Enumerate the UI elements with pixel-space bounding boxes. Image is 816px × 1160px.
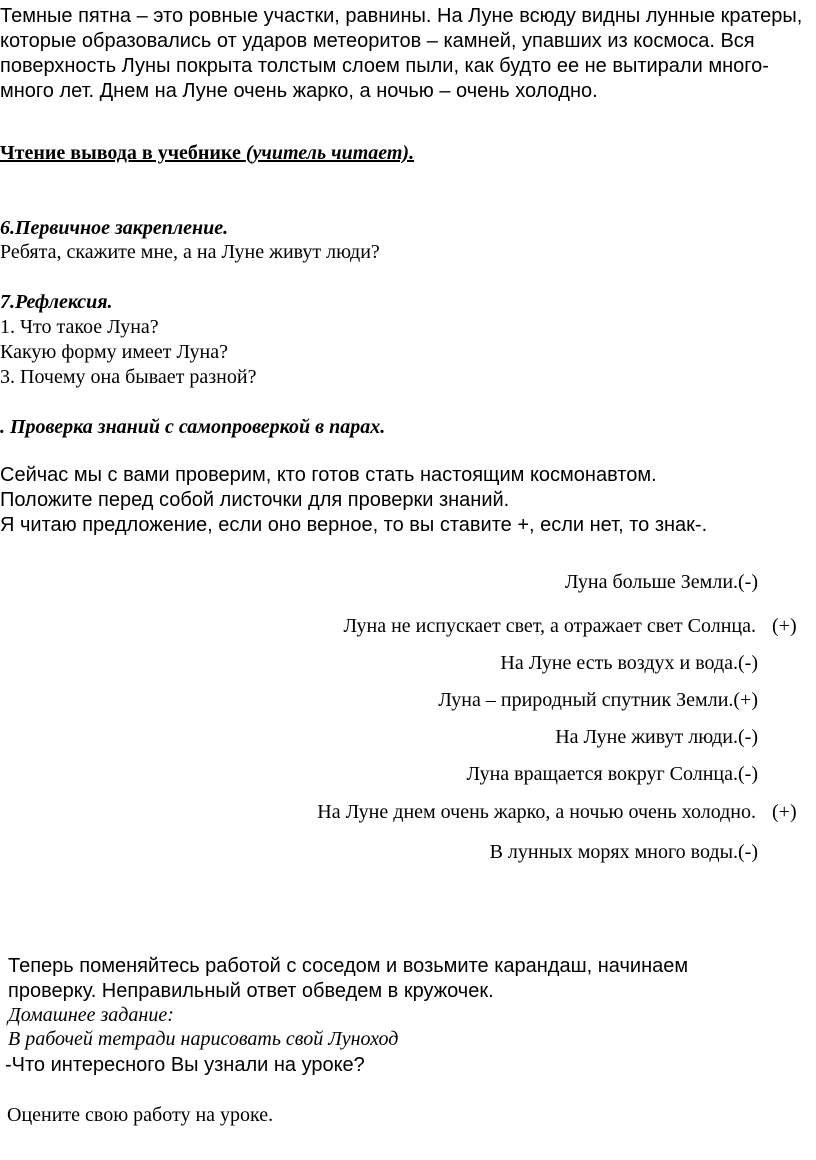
check-line-2: Положите перед собой листочки для проверки знаний. (0, 489, 510, 511)
swap-line-2: проверку. Неправильный ответ обведем в кружочек. (8, 980, 494, 1002)
section6-heading: 6.Первичное закрепление. (0, 217, 229, 239)
statement-2-mark: (+) (772, 615, 797, 637)
intro-line-1: Темные пятна – это ровные участки, равнины. На Луне всюду видны лунные кратеры, (0, 5, 803, 27)
intro-line-2: которые образовались от ударов метеоритов – камней, упавших из космоса. Вся (0, 30, 755, 52)
evaluate-text: Оцените свою работу на уроке. (7, 1104, 274, 1126)
section7-line-1: 1. Что такое Луна? (0, 316, 159, 338)
section7-heading: 7.Рефлексия. (0, 291, 113, 313)
reading-line (0, 141, 414, 166)
statement-5: На Луне живут люди.(-) (555, 726, 758, 748)
intro-line-4: много лет. Днем на Луне очень жарко, а ночью – очень холодно. (0, 80, 598, 102)
check-line-1: Сейчас мы с вами проверим, кто готов стать настоящим космонавтом. (0, 464, 657, 486)
homework-text: В рабочей тетради нарисовать свой Луноход (8, 1028, 399, 1050)
statement-7: На Луне днем очень жарко, а ночью очень холодно. (317, 801, 756, 823)
statement-4: Луна – природный спутник Земли.(+) (438, 689, 758, 711)
swap-line-1: Теперь поменяйтесь работой с соседом и возьмите карандаш, начинаем (8, 955, 689, 977)
lesson-question: -Что интересного Вы узнали на уроке? (5, 1054, 365, 1076)
reading-bold: Чтение вывода в учебнике (0, 142, 246, 164)
statement-8: В лунных морях много воды.(-) (489, 841, 758, 863)
section6-text: Ребята, скажите мне, а на Луне живут люди? (0, 241, 380, 263)
check-line-3: Я читаю предложение, если оно верное, то вы ставите +, если нет, то знак-. (0, 514, 708, 536)
intro-line-3: поверхность Луны покрыта толстым слоем пыли, как будто ее не вытирали много- (0, 55, 769, 77)
homework-label: Домашнее задание: (8, 1004, 174, 1026)
reading-italic: (учитель читает). (245, 142, 415, 164)
statement-6: Луна вращается вокруг Солнца.(-) (466, 763, 758, 785)
section7-line-2: Какую форму имеет Луна? (0, 341, 229, 363)
statement-3: На Луне есть воздух и вода.(-) (500, 652, 758, 674)
statement-2: Луна не испускает свет, а отражает свет Солнца. (343, 615, 756, 637)
statement-7-mark: (+) (772, 801, 797, 823)
statement-1: Луна больше Земли.(-) (564, 571, 758, 593)
check-heading: . Проверка знаний с самопроверкой в парах. (0, 416, 386, 438)
section7-line-3: 3. Почему она бывает разной? (0, 366, 257, 388)
